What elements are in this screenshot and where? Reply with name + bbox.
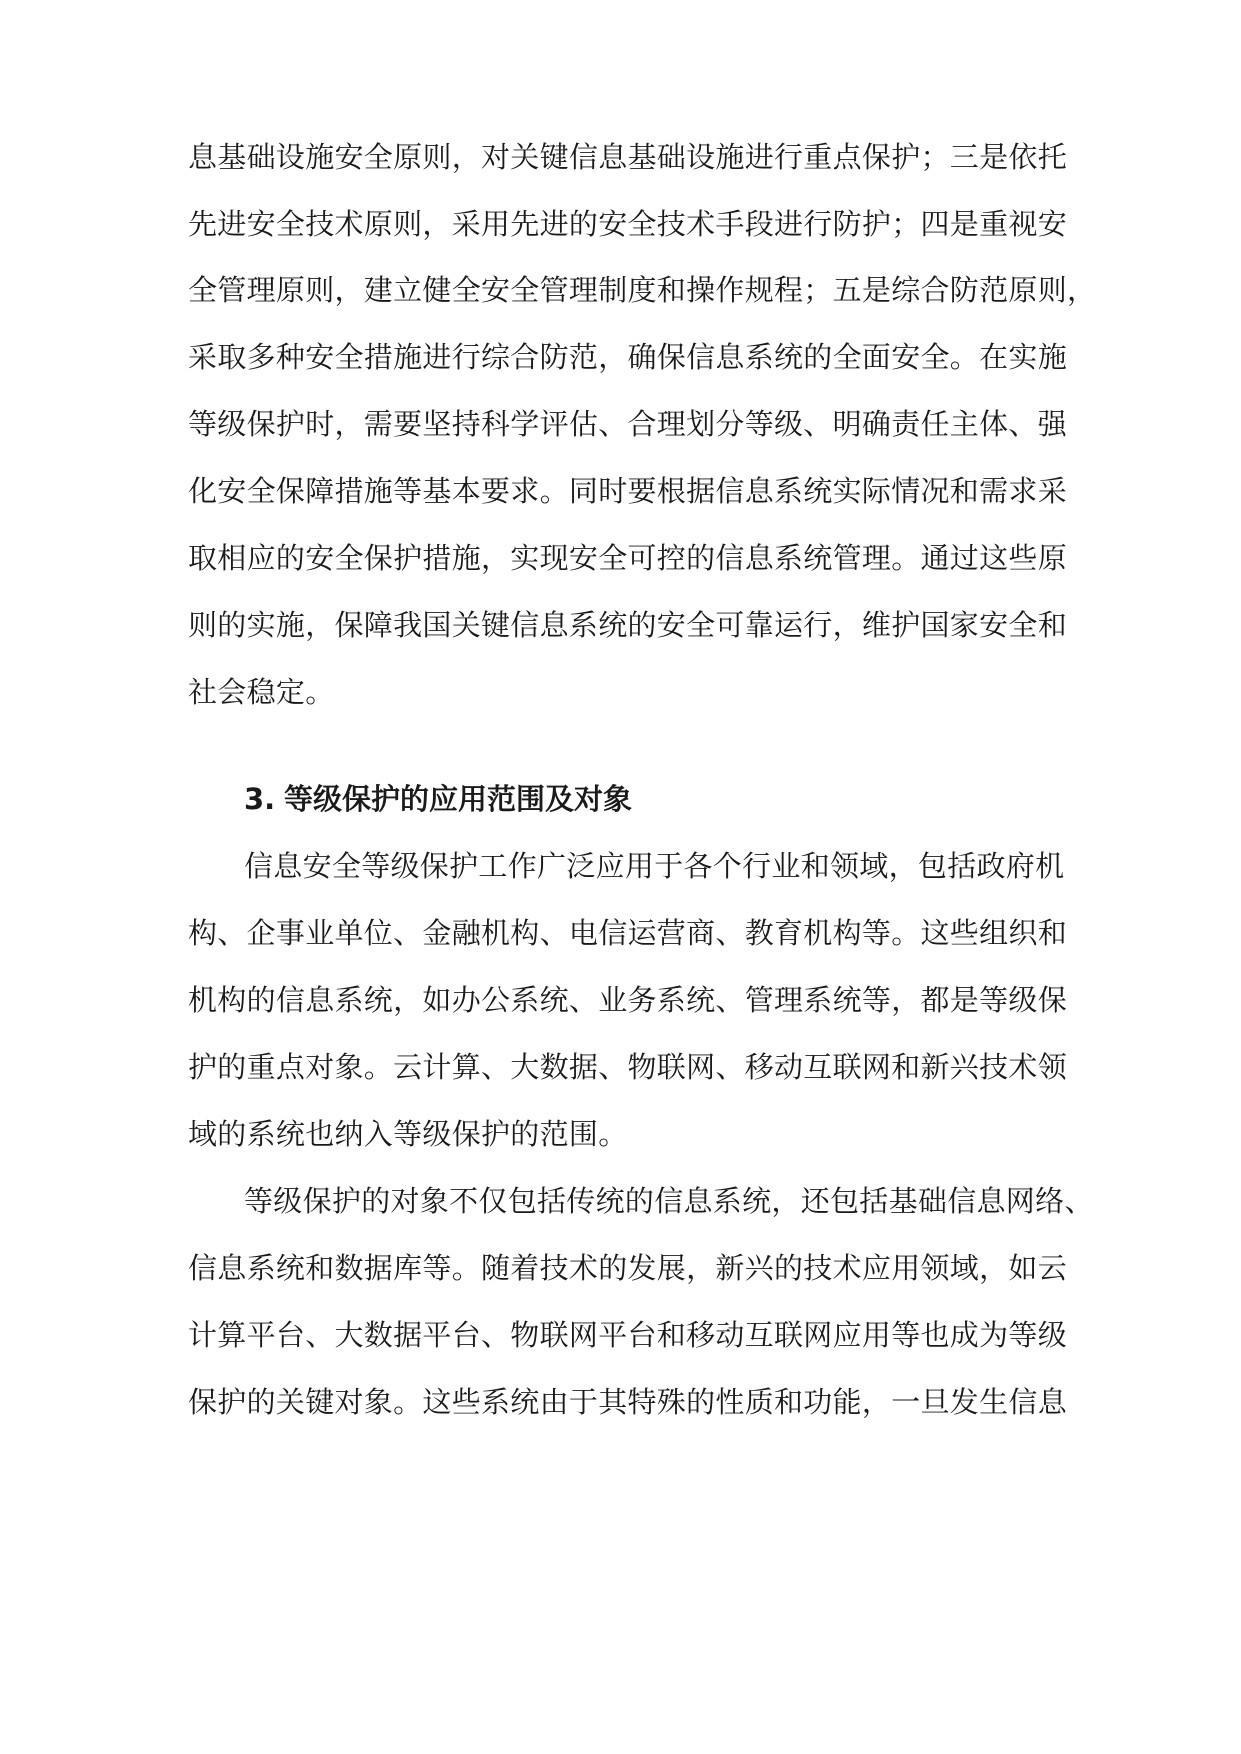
text-line: 化安全保障措施等基本要求。同时要根据信息系统实际情况和需求采 <box>188 474 1068 508</box>
text-line: 域的系统也纳入等级保护的范围。 <box>188 1117 628 1151</box>
section-heading <box>244 779 632 819</box>
text-line: 取相应的安全保护措施，实现安全可控的信息系统管理。通过这些原 <box>188 541 1068 575</box>
text-line: 保护的关键对象。这些系统由于其特殊的性质和功能，一旦发生信息 <box>188 1385 1068 1419</box>
text-line: 先进安全技术原则，采用先进的安全技术手段进行防护；四是重视安 <box>188 207 1068 241</box>
section-number: 3. <box>244 782 276 816</box>
text-line: 等级保护的对象不仅包括传统的信息系统，还包括基础信息网络、 <box>244 1184 1094 1218</box>
text-line: 全管理原则，建立健全安全管理制度和操作规程；五是综合防范原则， <box>188 273 1097 307</box>
text-line: 信息系统和数据库等。随着技术的发展，新兴的技术应用领域，如云 <box>188 1251 1068 1285</box>
text-line: 构、企事业单位、金融机构、电信运营商、教育机构等。这些组织和 <box>188 916 1068 950</box>
text-line: 等级保护时，需要坚持科学评估、合理划分等级、明确责任主体、强 <box>188 407 1068 441</box>
section-title: 等级保护的应用范围及对象 <box>284 782 633 816</box>
text-line: 采取多种安全措施进行综合防范，确保信息系统的全面安全。在实施 <box>188 340 1068 374</box>
text-line: 信息安全等级保护工作广泛应用于各个行业和领域，包括政府机 <box>244 849 1065 883</box>
text-line: 计算平台、大数据平台、物联网平台和移动互联网应用等也成为等级 <box>188 1318 1068 1352</box>
text-line: 息基础设施安全原则，对关键信息基础设施进行重点保护；三是依托 <box>188 140 1068 174</box>
text-line: 社会稳定。 <box>188 675 335 709</box>
text-line: 机构的信息系统，如办公系统、业务系统、管理系统等，都是等级保 <box>188 983 1068 1017</box>
text-line: 则的实施，保障我国关键信息系统的安全可靠运行，维护国家安全和 <box>188 608 1068 642</box>
text-line: 护的重点对象。云计算、大数据、物联网、移动互联网和新兴技术领 <box>188 1050 1068 1084</box>
